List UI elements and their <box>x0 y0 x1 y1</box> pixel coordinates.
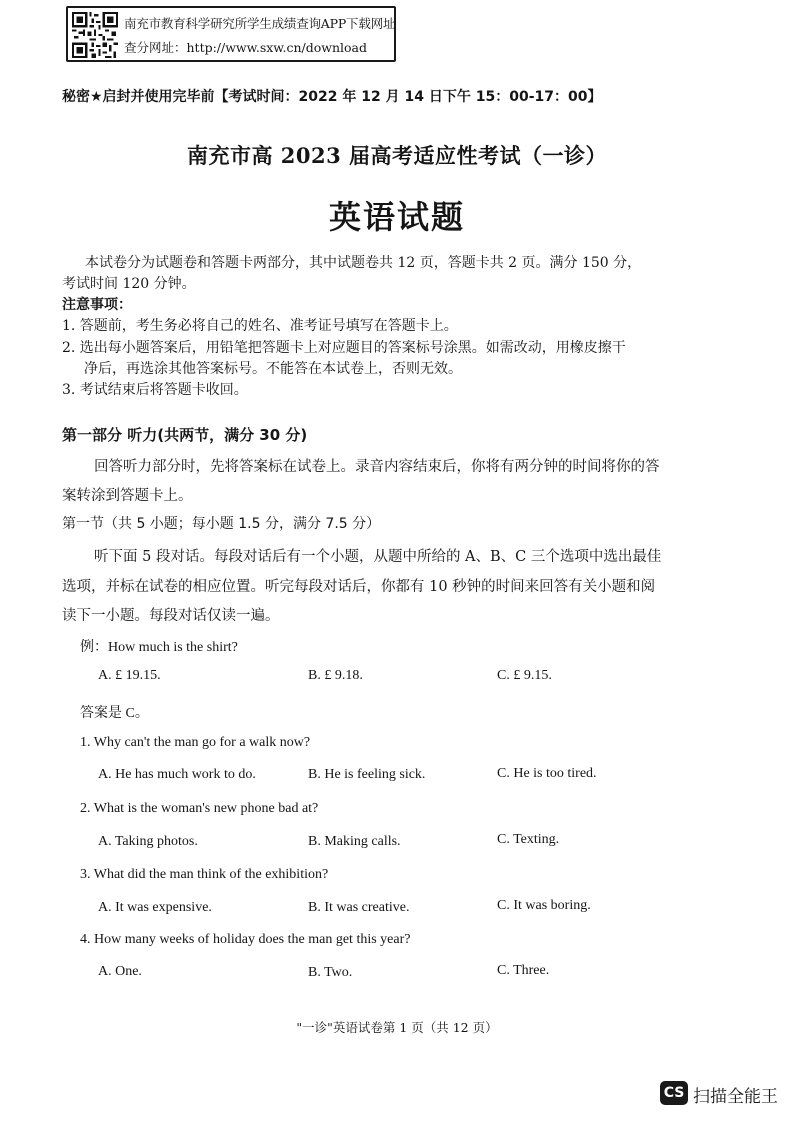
section1-desc-line-2: 选项，并标在试卷的相应位置。听完每段对话后，你都有 10 秒钟的时间来回答有关小题和阅 <box>62 579 656 595</box>
option-b: B. Two. <box>308 965 353 980</box>
option-a: A. One. <box>98 964 142 979</box>
question-stem: 4. How many weeks of holiday does the man get this year? <box>80 932 411 947</box>
option-c: C. Texting. <box>497 832 560 847</box>
option-b: B. It was creative. <box>308 900 410 915</box>
exam-title: 南充市高 2023 届高考适应性考试（一诊） <box>186 143 608 168</box>
notice-item: 3. 考试结束后将答题卡收回。 <box>62 382 248 398</box>
option-c: C. He is too tired. <box>497 766 597 781</box>
part1-heading: 第一部分 听力(共两节，满分 30 分) <box>62 426 308 444</box>
subject-title: 英语试题 <box>328 198 465 236</box>
option-a: A. He has much work to do. <box>98 767 256 782</box>
option-b: B. Making calls. <box>308 834 401 849</box>
option-c: C. It was boring. <box>497 898 591 913</box>
question-stem: 1. Why can't the man go for a walk now? <box>80 735 311 750</box>
section1-desc-line-3: 读下一小题。每段对话仅读一遍。 <box>62 608 280 624</box>
section1-desc-line-1: 听下面 5 段对话。每段对话后有一个小题，从题中所给的 A、B、C 三个选项中选出最佳 <box>94 549 662 565</box>
part1-desc-line-1: 回答听力部分时，先将答案标在试卷上。录音内容结束后，你将有两分钟的时间将你的答 <box>94 459 660 475</box>
example-option-b: B. £ 9.18. <box>308 668 363 683</box>
stamp-title: 南充市教育科学研究所学生成绩查询APP下载网址 <box>124 16 396 31</box>
example-option-a: A. £ 19.15. <box>98 668 161 683</box>
qr-code-icon <box>72 12 118 58</box>
download-stamp <box>66 6 396 62</box>
example-answer: 答案是 C。 <box>80 706 149 721</box>
notice-item: 净后，再选涂其他答案标号。不能答在本试卷上，否则无效。 <box>84 361 462 377</box>
confidential-notice: 秘密★启封并使用完毕前【考试时间：2022 年 12 月 14 日下午 15：00-17：00】 <box>62 89 602 105</box>
question-stem: 3. What did the man think of the exhibition? <box>80 867 329 882</box>
intro-line-2: 考试时间 120 分钟。 <box>62 276 196 292</box>
notice-item: 2. 选出每小题答案后，用铅笔把答题卡上对应题目的答案标号涂黑。如需改动，用橡皮擦干 <box>62 340 626 356</box>
camscanner-label: 扫描全能王 <box>693 1087 778 1107</box>
notice-item: 1. 答题前，考生务必将自己的姓名、准考证号填写在答题卡上。 <box>62 318 458 334</box>
option-c: C. Three. <box>497 963 550 978</box>
question-stem: 2. What is the woman's new phone bad at? <box>80 801 319 816</box>
example-question: 例：How much is the shirt? <box>80 640 238 655</box>
page-footer: "一诊"英语试卷第 1 页（共 12 页） <box>296 1020 498 1035</box>
intro-line-1: 本试卷分为试题卷和答题卡两部分，其中试题卷共 12 页，答题卡共 2 页。满分 150 分， <box>85 255 642 271</box>
camscanner-logo-icon: CS <box>660 1081 688 1105</box>
stamp-url: 查分网址：http://www.sxw.cn/download <box>124 40 367 55</box>
option-a: A. Taking photos. <box>98 834 198 849</box>
option-b: B. He is feeling sick. <box>308 767 426 782</box>
notice-heading: 注意事项： <box>62 297 132 313</box>
section1-heading: 第一节（共 5 小题；每小题 1.5 分，满分 7.5 分） <box>62 516 381 532</box>
example-option-c: C. £ 9.15. <box>497 668 552 683</box>
option-a: A. It was expensive. <box>98 900 212 915</box>
part1-desc-line-2: 案转涂到答题卡上。 <box>62 488 193 504</box>
